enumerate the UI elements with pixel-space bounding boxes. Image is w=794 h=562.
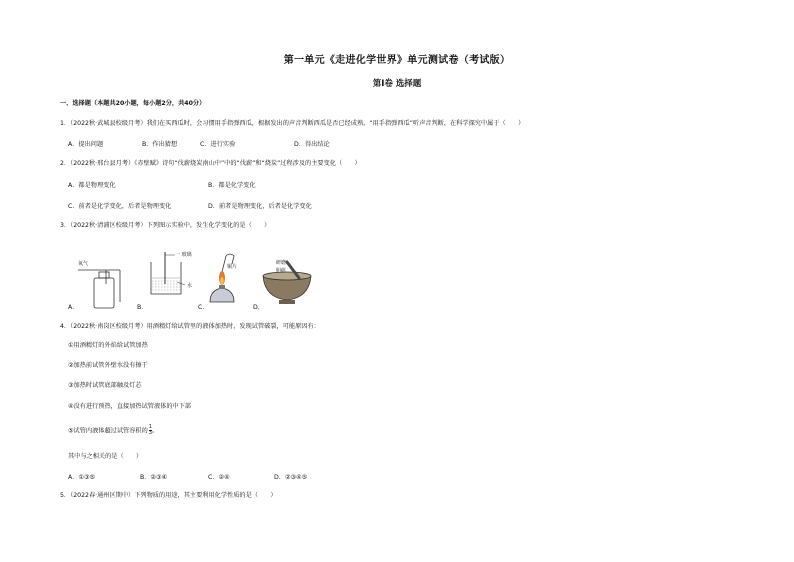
- q1-option-a: A．提出问题: [68, 141, 104, 148]
- q4-item-1: ①用酒精灯的外焰给试管加热: [68, 342, 148, 349]
- figure-c-label: 铜片: [227, 264, 238, 270]
- figure-d-mortar: [257, 256, 317, 306]
- fraction-denominator: 3: [148, 430, 152, 436]
- q2-option-b: B．都是化学变化: [208, 182, 256, 189]
- q2-option-a: A．都是物理变化: [68, 182, 116, 189]
- q4-option-b: B．②③④: [140, 474, 168, 481]
- q3-option-c: C．: [198, 304, 209, 311]
- q1-option-d: D．得出结论: [294, 141, 330, 148]
- q1-option-c: C．进行实验: [200, 141, 236, 148]
- figure-d-label-grind: 研磨: [276, 260, 287, 266]
- figure-b-label-water: 水: [187, 283, 193, 289]
- q4-option-d: D．②③④⑤: [274, 474, 308, 481]
- question-5-stem: 5．（2022春·通州区期中）下列物质的用途，其主要利用化学性质的是（ ）: [60, 492, 277, 499]
- q4-item-3: ③加热时试管底部触及灯芯: [68, 382, 142, 389]
- q1-option-b: B．作出猜想: [142, 141, 178, 148]
- figure-b-label-glass: 一 玻璃: [175, 252, 192, 258]
- q4-prompt: 其中与之相关的是（ ）: [68, 453, 143, 460]
- q4-item-4: ④没有进行预热，直接加热试管液体的中下部: [68, 403, 192, 410]
- q4-item-5-tail: 。: [151, 427, 159, 435]
- figure-d-label-vitriol: 胆矾: [276, 268, 287, 274]
- section-title: 第Ⅰ卷 选择题: [372, 79, 422, 89]
- q3-option-d: D．: [253, 304, 264, 311]
- q2-option-d: D．前者是物理变化，后者是化学变化: [208, 203, 312, 210]
- question-2-stem: 2．（2022秋·邢台县月考）《赤壁赋》诗句“伐薪烧炭南山中”中的“伐薪”和“烧炭”过程涉及的主要变化（ ）: [60, 160, 361, 167]
- q3-option-b: B．: [137, 304, 148, 311]
- question-3-stem: 3．（2022秋·清浦区校级月考）下列图示实验中，发生化学变化的是（ ）: [60, 222, 271, 229]
- question-1-stem: 1．（2022秋·武城县校级月考）我们在买西瓜时，会习惯用手指弹西瓜，根据发出的声音判断西瓜是否已经成熟，“用手指弹西瓜”听声音判断，在科学探究中属于（ ）: [60, 120, 525, 127]
- q4-option-c: C．②④: [208, 474, 230, 481]
- q4-option-a: A．①③⑤: [68, 474, 96, 481]
- q4-item-5: [68, 425, 158, 436]
- q2-option-c: C．前者是化学变化，后者是物理变化: [68, 203, 172, 210]
- q4-item-5-text: ⑤试管内液体超过试管容积的: [68, 427, 148, 435]
- fraction-numerator: 1: [148, 424, 152, 430]
- q4-item-2: ②加热前试管外壁水没有擦干: [68, 362, 148, 369]
- figure-a-label: 氧气: [78, 261, 89, 267]
- q3-option-a: A．: [68, 304, 79, 311]
- section-heading: 一、选择题（本题共20小题，每小题2分，共40分）: [60, 100, 206, 107]
- figure-c-alcohol-lamp: [204, 250, 250, 310]
- question-4-stem: 4．（2022秋·南岗区校级月考）用酒精灯给试管里的液体加热时，发现试管破裂，可能原因有：: [60, 323, 320, 330]
- page-title: 第一单元《走进化学世界》单元测试卷（考试版）: [283, 55, 511, 66]
